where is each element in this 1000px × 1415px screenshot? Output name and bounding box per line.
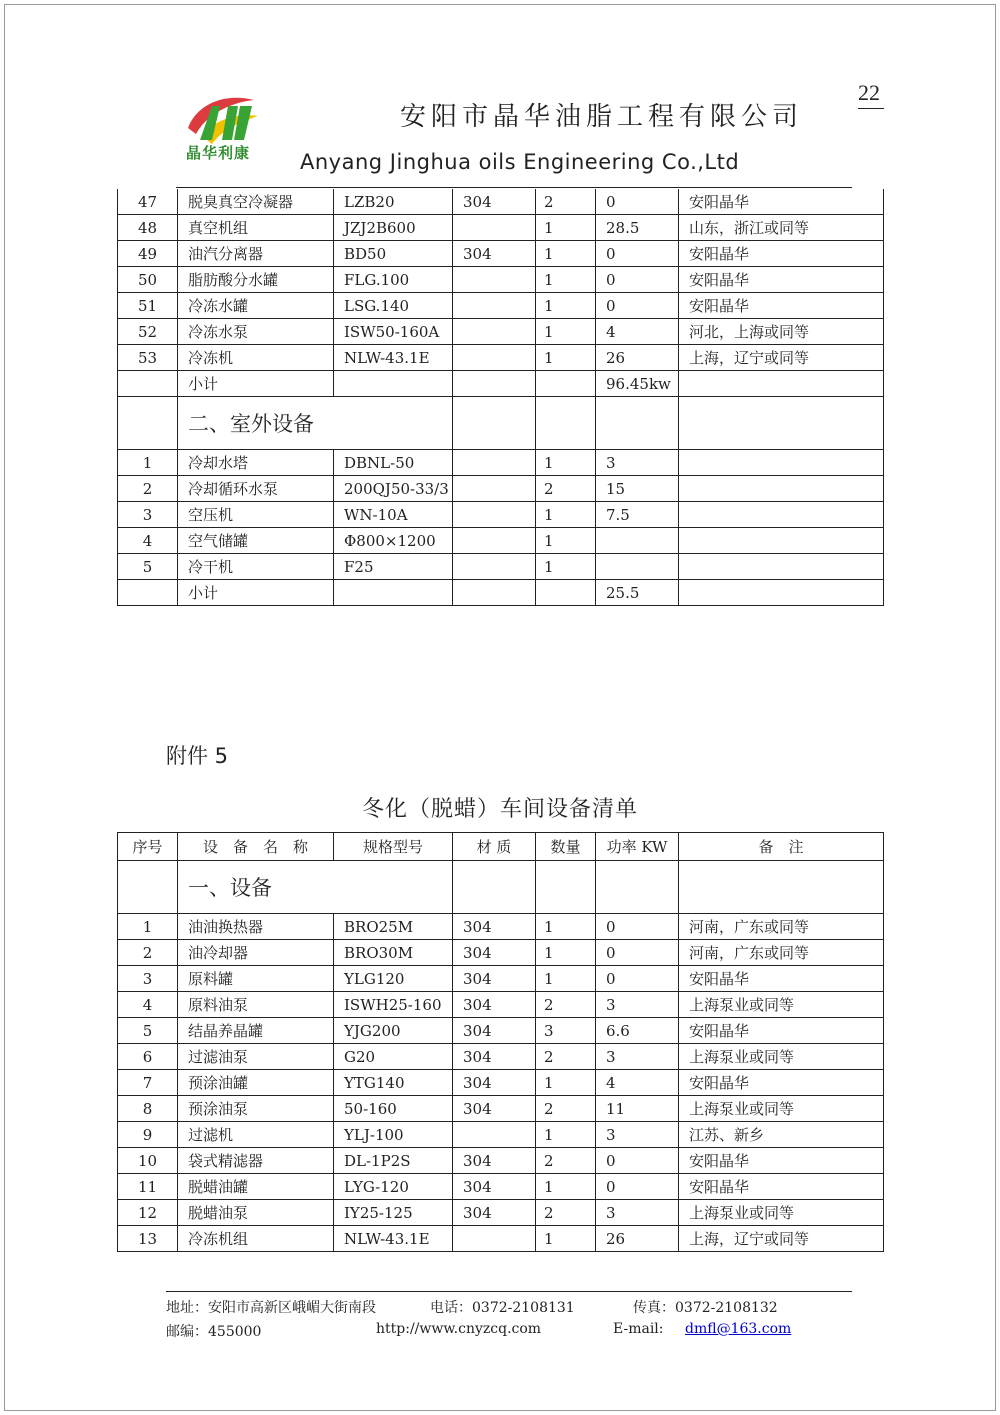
table-row <box>118 1148 884 1174</box>
quantity: 1 <box>536 502 596 528</box>
equipment-name: 袋式精滤器 <box>178 1148 334 1174</box>
row-number: 47 <box>118 189 178 215</box>
quantity: 1 <box>536 241 596 267</box>
row-number: 2 <box>118 940 178 966</box>
table-row <box>118 1174 884 1200</box>
remark: 山东，浙江或同等 <box>679 215 884 241</box>
table-row <box>118 345 884 371</box>
subtotal-row <box>118 371 884 397</box>
material <box>453 554 536 580</box>
subtotal-label: 小计 <box>178 371 334 397</box>
quantity: 2 <box>536 476 596 502</box>
material: 304 <box>453 966 536 992</box>
remark: 安阳晶华 <box>679 189 884 215</box>
row-number: 13 <box>118 1226 178 1252</box>
row-number: 6 <box>118 1044 178 1070</box>
equipment-name: 冷冻水罐 <box>178 293 334 319</box>
power-kw: 4 <box>596 1070 679 1096</box>
power-kw: 4 <box>596 319 679 345</box>
footer-website[interactable]: http://www.cnyzcq.com <box>376 1321 542 1337</box>
material <box>453 1226 536 1252</box>
power-kw: 11 <box>596 1096 679 1122</box>
row-number: 9 <box>118 1122 178 1148</box>
section-row <box>118 861 884 914</box>
model-spec: JZJ2B600 <box>334 215 453 241</box>
row-number: 5 <box>118 554 178 580</box>
section-row <box>118 397 884 450</box>
row-number: 3 <box>118 502 178 528</box>
remark: 河北，上海或同等 <box>679 319 884 345</box>
quantity: 2 <box>536 1096 596 1122</box>
power-kw: 0 <box>596 914 679 940</box>
equipment-name: 真空机组 <box>178 215 334 241</box>
row-number: 1 <box>118 914 178 940</box>
header-no: 序号 <box>118 833 178 861</box>
footer-rule <box>166 1291 852 1292</box>
power-kw: 6.6 <box>596 1018 679 1044</box>
model-spec: BD50 <box>334 241 453 267</box>
model-spec: DBNL-50 <box>334 450 453 476</box>
quantity: 2 <box>536 189 596 215</box>
row-number: 52 <box>118 319 178 345</box>
table-row <box>118 1122 884 1148</box>
equipment-name: 冷干机 <box>178 554 334 580</box>
power-kw <box>596 554 679 580</box>
quantity: 1 <box>536 528 596 554</box>
power-kw: 0 <box>596 966 679 992</box>
remark: 上海泵业或同等 <box>679 1044 884 1070</box>
material: 304 <box>453 1070 536 1096</box>
equipment-name: 空压机 <box>178 502 334 528</box>
equipment-table-continued <box>117 189 884 606</box>
equipment-name: 油油换热器 <box>178 914 334 940</box>
model-spec: YLJ-100 <box>334 1122 453 1148</box>
power-kw: 26 <box>596 345 679 371</box>
table-row <box>118 1070 884 1096</box>
header-rule <box>176 187 852 188</box>
material <box>453 1122 536 1148</box>
power-kw: 0 <box>596 189 679 215</box>
model-spec: BRO25M <box>334 914 453 940</box>
equipment-name: 冷冻机 <box>178 345 334 371</box>
table-row <box>118 1018 884 1044</box>
quantity: 1 <box>536 215 596 241</box>
material: 304 <box>453 1174 536 1200</box>
material: 304 <box>453 992 536 1018</box>
model-spec: WN-10A <box>334 502 453 528</box>
footer-address: 地址：安阳市高新区峨嵋大街南段 <box>166 1300 376 1316</box>
table-row <box>118 1044 884 1070</box>
power-kw: 28.5 <box>596 215 679 241</box>
equipment-name: 脱臭真空冷凝器 <box>178 189 334 215</box>
power-kw: 0 <box>596 267 679 293</box>
remark <box>679 476 884 502</box>
remark <box>679 502 884 528</box>
quantity: 2 <box>536 1148 596 1174</box>
power-kw: 0 <box>596 1148 679 1174</box>
equipment-name: 油汽分离器 <box>178 241 334 267</box>
model-spec: IY25-125 <box>334 1200 453 1226</box>
table-row <box>118 319 884 345</box>
power-kw: 15 <box>596 476 679 502</box>
row-number: 51 <box>118 293 178 319</box>
remark <box>679 450 884 476</box>
section-title: 一、设备 <box>188 876 272 900</box>
remark: 安阳晶华 <box>679 1174 884 1200</box>
quantity: 1 <box>536 293 596 319</box>
material: 304 <box>453 1044 536 1070</box>
model-spec: YLG120 <box>334 966 453 992</box>
power-kw: 3 <box>596 1122 679 1148</box>
header-name: 设 备 名 称 <box>178 833 334 861</box>
material <box>453 528 536 554</box>
quantity: 1 <box>536 1122 596 1148</box>
model-spec: ISW50-160A <box>334 319 453 345</box>
table-row <box>118 502 884 528</box>
model-spec: LYG-120 <box>334 1174 453 1200</box>
table-row <box>118 293 884 319</box>
row-number: 1 <box>118 450 178 476</box>
row-number: 5 <box>118 1018 178 1044</box>
equipment-name: 冷冻机组 <box>178 1226 334 1252</box>
quantity: 2 <box>536 992 596 1018</box>
row-number: 10 <box>118 1148 178 1174</box>
table-row <box>118 528 884 554</box>
quantity: 1 <box>536 450 596 476</box>
equipment-list-title: 冬化（脱蜡）车间设备清单 <box>361 797 638 822</box>
remark: 安阳晶华 <box>679 293 884 319</box>
equipment-name: 空气储罐 <box>178 528 334 554</box>
remark: 安阳晶华 <box>679 966 884 992</box>
appendix-label: 附件 5 <box>166 744 229 768</box>
header-qty: 数量 <box>536 833 596 861</box>
row-number: 12 <box>118 1200 178 1226</box>
remark: 安阳晶华 <box>679 267 884 293</box>
material: 304 <box>453 1018 536 1044</box>
remark: 上海，辽宁或同等 <box>679 345 884 371</box>
equipment-name: 原料罐 <box>178 966 334 992</box>
material: 304 <box>453 1148 536 1174</box>
remark: 安阳晶华 <box>679 241 884 267</box>
power-kw: 0 <box>596 940 679 966</box>
power-kw <box>596 528 679 554</box>
model-spec: FLG.100 <box>334 267 453 293</box>
material: 304 <box>453 241 536 267</box>
remark: 上海，辽宁或同等 <box>679 1226 884 1252</box>
row-number: 3 <box>118 966 178 992</box>
equipment-name: 预涂油罐 <box>178 1070 334 1096</box>
power-kw: 7.5 <box>596 502 679 528</box>
power-kw: 3 <box>596 1044 679 1070</box>
material <box>453 293 536 319</box>
equipment-name: 原料油泵 <box>178 992 334 1018</box>
remark <box>679 528 884 554</box>
quantity: 1 <box>536 319 596 345</box>
power-kw: 26 <box>596 1226 679 1252</box>
row-number: 2 <box>118 476 178 502</box>
material: 304 <box>453 1200 536 1226</box>
row-number: 4 <box>118 992 178 1018</box>
model-spec: DL-1P2S <box>334 1148 453 1174</box>
table-row <box>118 189 884 215</box>
equipment-name: 脂肪酸分水罐 <box>178 267 334 293</box>
table-row <box>118 267 884 293</box>
quantity: 1 <box>536 940 596 966</box>
power-kw: 0 <box>596 241 679 267</box>
power-kw: 3 <box>596 992 679 1018</box>
table-row <box>118 1200 884 1226</box>
power-kw: 0 <box>596 293 679 319</box>
quantity: 2 <box>536 1200 596 1226</box>
company-name-en: Anyang Jinghua oils Engineering Co.,Ltd <box>300 150 740 174</box>
model-spec: 50-160 <box>334 1096 453 1122</box>
table-row <box>118 966 884 992</box>
model-spec: G20 <box>334 1044 453 1070</box>
row-number: 48 <box>118 215 178 241</box>
table-row <box>118 476 884 502</box>
quantity: 1 <box>536 1070 596 1096</box>
remark: 河南，广东或同等 <box>679 914 884 940</box>
table-row <box>118 450 884 476</box>
equipment-name: 过滤油泵 <box>178 1044 334 1070</box>
subtotal-power: 96.45kw <box>596 371 679 397</box>
table-row <box>118 1096 884 1122</box>
model-spec: F25 <box>334 554 453 580</box>
footer-fax: 传真：0372-2108132 <box>633 1300 778 1316</box>
material <box>453 215 536 241</box>
material <box>453 345 536 371</box>
quantity: 1 <box>536 554 596 580</box>
model-spec: BRO30M <box>334 940 453 966</box>
row-number: 49 <box>118 241 178 267</box>
model-spec: 200QJ50-33/3 <box>334 476 453 502</box>
equipment-name: 过滤机 <box>178 1122 334 1148</box>
company-name-cn: 安阳市晶华油脂工程有限公司 <box>400 102 804 132</box>
subtotal-row <box>118 580 884 606</box>
equipment-name: 油冷却器 <box>178 940 334 966</box>
material: 304 <box>453 189 536 215</box>
model-spec: YTG140 <box>334 1070 453 1096</box>
power-kw: 3 <box>596 450 679 476</box>
equipment-name: 冷冻水泵 <box>178 319 334 345</box>
remark: 安阳晶华 <box>679 1018 884 1044</box>
header-material: 材 质 <box>453 833 536 861</box>
table-row <box>118 554 884 580</box>
remark: 河南，广东或同等 <box>679 940 884 966</box>
remark: 安阳晶华 <box>679 1070 884 1096</box>
equipment-name: 冷却水塔 <box>178 450 334 476</box>
material <box>453 450 536 476</box>
logo-caption: 晶华利康 <box>186 144 251 162</box>
material: 304 <box>453 914 536 940</box>
footer-phone: 电话：0372-2108131 <box>430 1300 575 1316</box>
table-row <box>118 241 884 267</box>
row-number: 8 <box>118 1096 178 1122</box>
table-row <box>118 215 884 241</box>
material <box>453 476 536 502</box>
equipment-name: 结晶养晶罐 <box>178 1018 334 1044</box>
material <box>453 319 536 345</box>
quantity: 1 <box>536 1226 596 1252</box>
row-number: 11 <box>118 1174 178 1200</box>
row-number: 7 <box>118 1070 178 1096</box>
remark: 安阳晶华 <box>679 1148 884 1174</box>
table-row <box>118 914 884 940</box>
footer-email-link[interactable]: dmfl@163.com <box>685 1321 792 1337</box>
footer-email-label: E-mail: <box>613 1321 664 1337</box>
row-number: 4 <box>118 528 178 554</box>
quantity: 1 <box>536 267 596 293</box>
equipment-name: 脱蜡油泵 <box>178 1200 334 1226</box>
winterization-equipment-table <box>117 832 884 1252</box>
remark: 江苏、新乡 <box>679 1122 884 1148</box>
table-header-row <box>118 833 884 861</box>
section-title: 二、室外设备 <box>188 412 314 436</box>
model-spec: YJG200 <box>334 1018 453 1044</box>
material <box>453 502 536 528</box>
model-spec: NLW-43.1E <box>334 1226 453 1252</box>
power-kw: 3 <box>596 1200 679 1226</box>
equipment-name: 冷却循环水泵 <box>178 476 334 502</box>
material: 304 <box>453 940 536 966</box>
header-remark: 备 注 <box>679 833 884 861</box>
model-spec: LSG.140 <box>334 293 453 319</box>
table-row <box>118 1226 884 1252</box>
model-spec: ISWH25-160 <box>334 992 453 1018</box>
remark: 上海泵业或同等 <box>679 1200 884 1226</box>
material <box>453 267 536 293</box>
model-spec: LZB20 <box>334 189 453 215</box>
table-row <box>118 940 884 966</box>
table-row <box>118 992 884 1018</box>
quantity: 1 <box>536 345 596 371</box>
remark: 上海泵业或同等 <box>679 992 884 1018</box>
quantity: 1 <box>536 1174 596 1200</box>
row-number: 50 <box>118 267 178 293</box>
quantity: 3 <box>536 1018 596 1044</box>
header-model: 规格型号 <box>334 833 453 861</box>
footer-postcode: 邮编：455000 <box>166 1324 262 1340</box>
page-number-rule <box>858 108 884 109</box>
row-number: 53 <box>118 345 178 371</box>
quantity: 2 <box>536 1044 596 1070</box>
power-kw: 0 <box>596 1174 679 1200</box>
subtotal-label: 小计 <box>178 580 334 606</box>
remark: 上海泵业或同等 <box>679 1096 884 1122</box>
subtotal-power: 25.5 <box>596 580 679 606</box>
equipment-name: 脱蜡油罐 <box>178 1174 334 1200</box>
model-spec: NLW-43.1E <box>334 345 453 371</box>
page-number: 22 <box>858 80 880 105</box>
quantity: 1 <box>536 966 596 992</box>
header-power: 功率 KW <box>596 833 679 861</box>
model-spec: Φ800×1200 <box>334 528 453 554</box>
equipment-name: 预涂油泵 <box>178 1096 334 1122</box>
quantity: 1 <box>536 914 596 940</box>
material: 304 <box>453 1096 536 1122</box>
remark <box>679 554 884 580</box>
